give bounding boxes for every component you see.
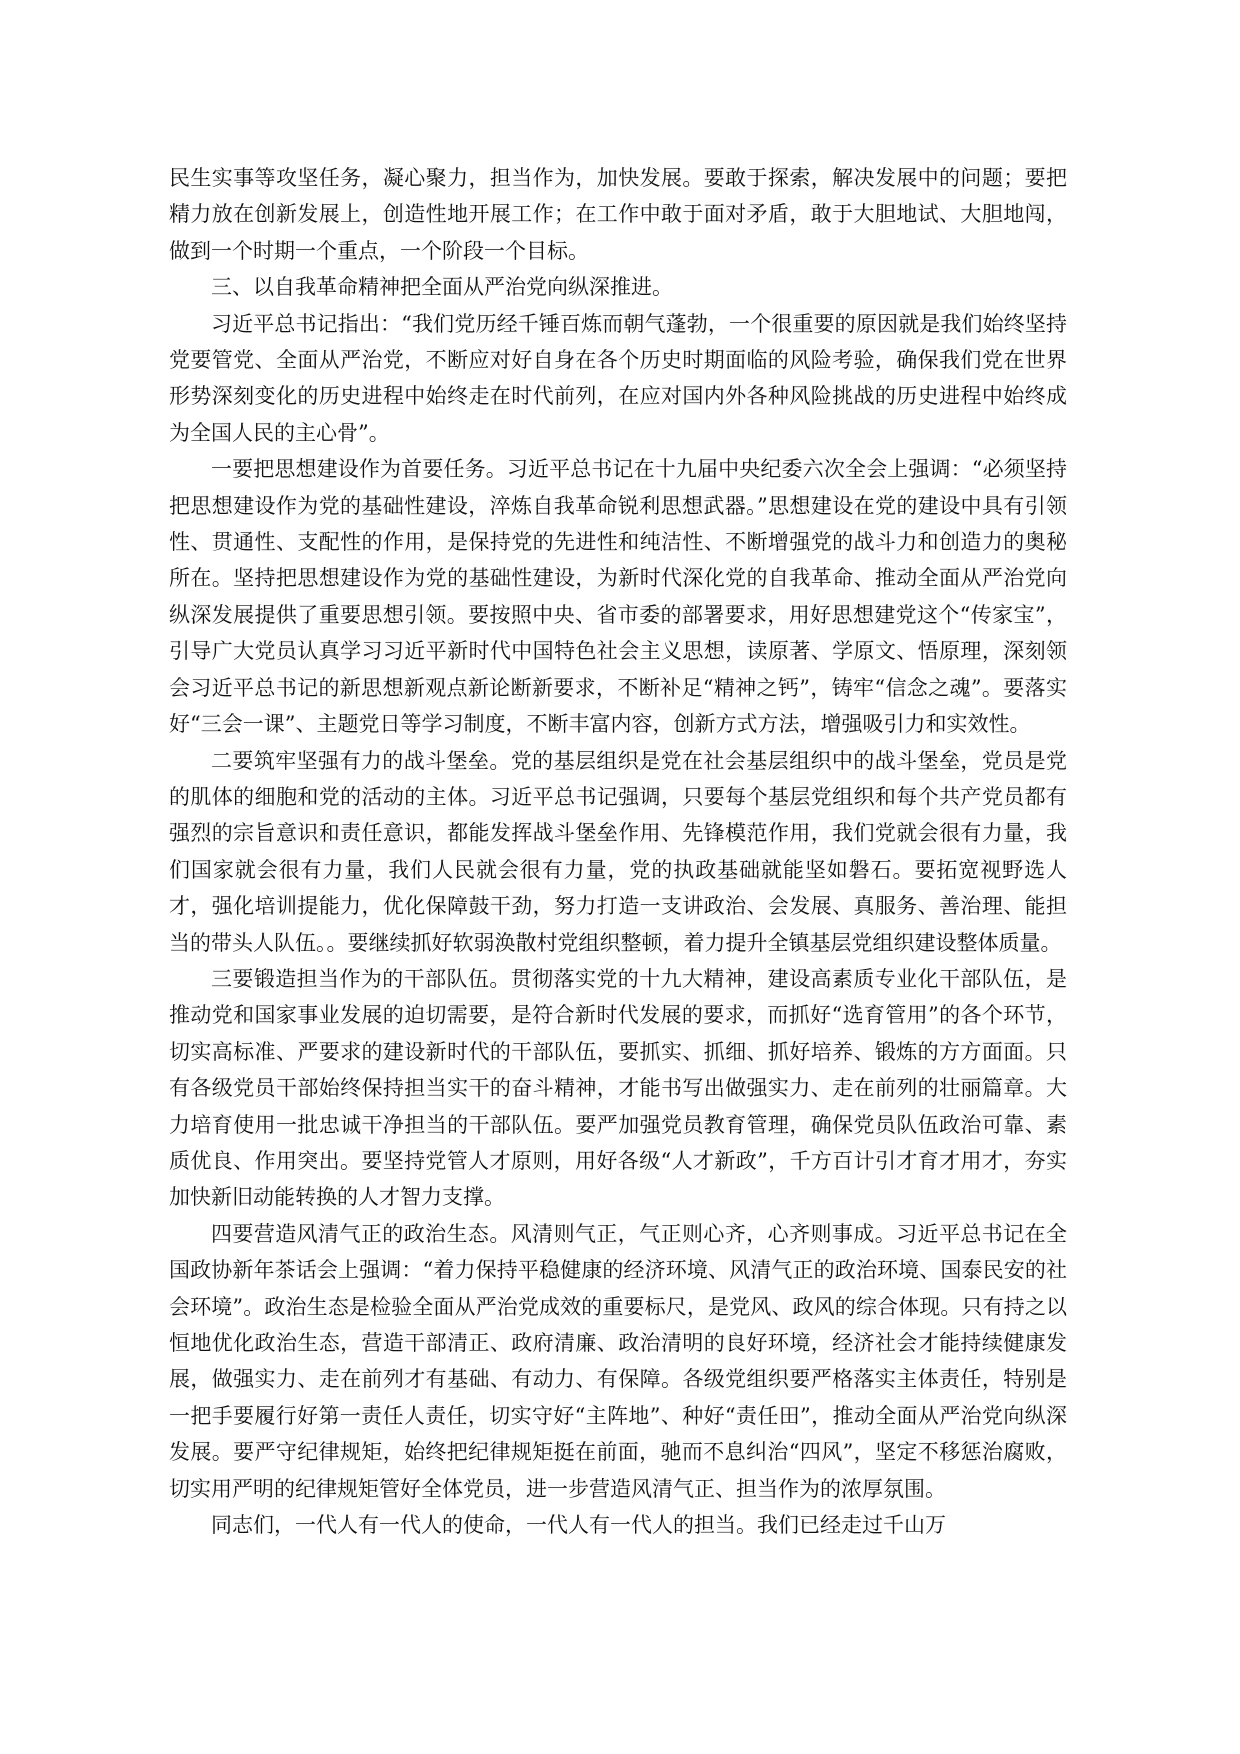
paragraph-quote: 习近平总书记指出：“我们党历经千锤百炼而朝气蓬勃，一个很重要的原因就是我们始终坚持党要管党、全面从严治党，不断应对好自身在各个历史时期面临的风险考验，确保我们党在世界形势深刻变化的历史进程中始终走在时代前列，在应对国内外各种风险挑战的历史进程中始终成为全国人民的主心骨”。 [169, 311, 1067, 445]
paragraph-grassroots-organization: 二要筑牢坚强有力的战斗堡垒。党的基层组织是党在社会基层组织中的战斗堡垒，党员是党的肌体的细胞和党的活动的主体。习近平总书记强调，只要每个基层党组织和每个共产党员都有强烈的宗旨意识和责任意识，都能发挥战斗堡垒作用、先锋模范作用，我们党就会很有力量，我们国家就会很有力量，我们人民就会很有力量，党的执政基础就能坚如磐石。要拓宽视野选人才，强化培训提能力，优化保障鼓干劲，努力打造一支讲政治、会发展、真服务、善治理、能担当的带头人队伍。。要继续抓好软弱涣散村党组织整顿，着力提升全镇基层党组织建设整体质量。 [169, 748, 1067, 955]
paragraph-ideological-building: 一要把思想建设作为首要任务。习近平总书记在十九届中央纪委六次全会上强调：“必须坚持把思想建设作为党的基础性建设，淬炼自我革命锐利思想武器。”思想建设在党的建设中具有引领性、贯通性、支配性的作用，是保持党的先进性和纯洁性、不断增强党的战斗力和创造力的奥秘所在。坚持把思想建设作为党的基础性建设，为新时代深化党的自我革命、推动全面从严治党向纵深发展提供了重要思想引领。要按照中央、省市委的部署要求，用好思想建党这个“传家宝”，引导广大党员认真学习习近平新时代中国特色社会主义思想，读原著、学原文、悟原理，深刻领会习近平总书记的新思想新观点新论断新要求，不断补足“精神之钙”，铸牢“信念之魂”。要落实好“三会一课”、主题党日等学习制度，不断丰富内容，创新方式方法，增强吸引力和实效性。 [169, 457, 1067, 737]
section-heading-three: 三、以自我革命精神把全面从严治党向纵深推进。 [211, 275, 673, 300]
paragraph-political-ecology: 四要营造风清气正的政治生态。风清则气正，气正则心齐，心齐则事成。习近平总书记在全国政协新年茶话会上强调：“着力保持平稳健康的经济环境、风清气正的政治环境、国泰民安的社会环境”。政治生态是检验全面从严治党成效的重要标尺，是党风、政风的综合体现。只有持之以恒地优化政治生态，营造干部清正、政府清廉、政治清明的良好环境，经济社会才能持续健康发展，做强实力、走在前列才有基础、有动力、有保障。各级党组织要严格落实主体责任，特别是一把手要履行好第一责任人责任，切实守好“主阵地”、种好“责任田”，推动全面从严治党向纵深发展。要严守纪律规矩，始终把纪律规矩挺在前面，驰而不息纠治“四风”，坚定不移惩治腐败，切实用严明的纪律规矩管好全体党员，进一步营造风清气正、担当作为的浓厚氛围。 [169, 1221, 1067, 1501]
paragraph-cadre-team: 三要锻造担当作为的干部队伍。贯彻落实党的十九大精神，建设高素质专业化干部队伍，是推动党和国家事业发展的迫切需要，是符合新时代发展的要求，而抓好“选育管用”的各个环节，切实高标准、严要求的建设新时代的干部队伍，要抓实、抓细、抓好培养、锻炼的方方面面。只有各级党员干部始终保持担当实干的奋斗精神，才能书写出做强实力、走在前列的壮丽篇章。大力培育使用一批忠诚干净担当的干部队伍。要严加强党员教育管理，确保党员队伍政治可靠、素质优良、作用突出。要坚持党管人才原则，用好各级“人才新政”，千方百计引才育才用才，夯实加快新旧动能转换的人才智力支撑。 [169, 966, 1067, 1210]
document-page [169, 160, 1067, 1543]
paragraph-continuation: 民生实事等攻坚任务，凝心聚力，担当作为，加快发展。要敢于探索，解决发展中的问题；要把精力放在创新发展上，创造性地开展工作；在工作中敢于面对矛盾，敢于大胆地试、大胆地闯，做到一个时期一个重点，一个阶段一个目标。 [169, 166, 1067, 263]
paragraph-closing: 同志们，一代人有一代人的使命，一代人有一代人的担当。我们已经走过千山万 [211, 1513, 946, 1538]
